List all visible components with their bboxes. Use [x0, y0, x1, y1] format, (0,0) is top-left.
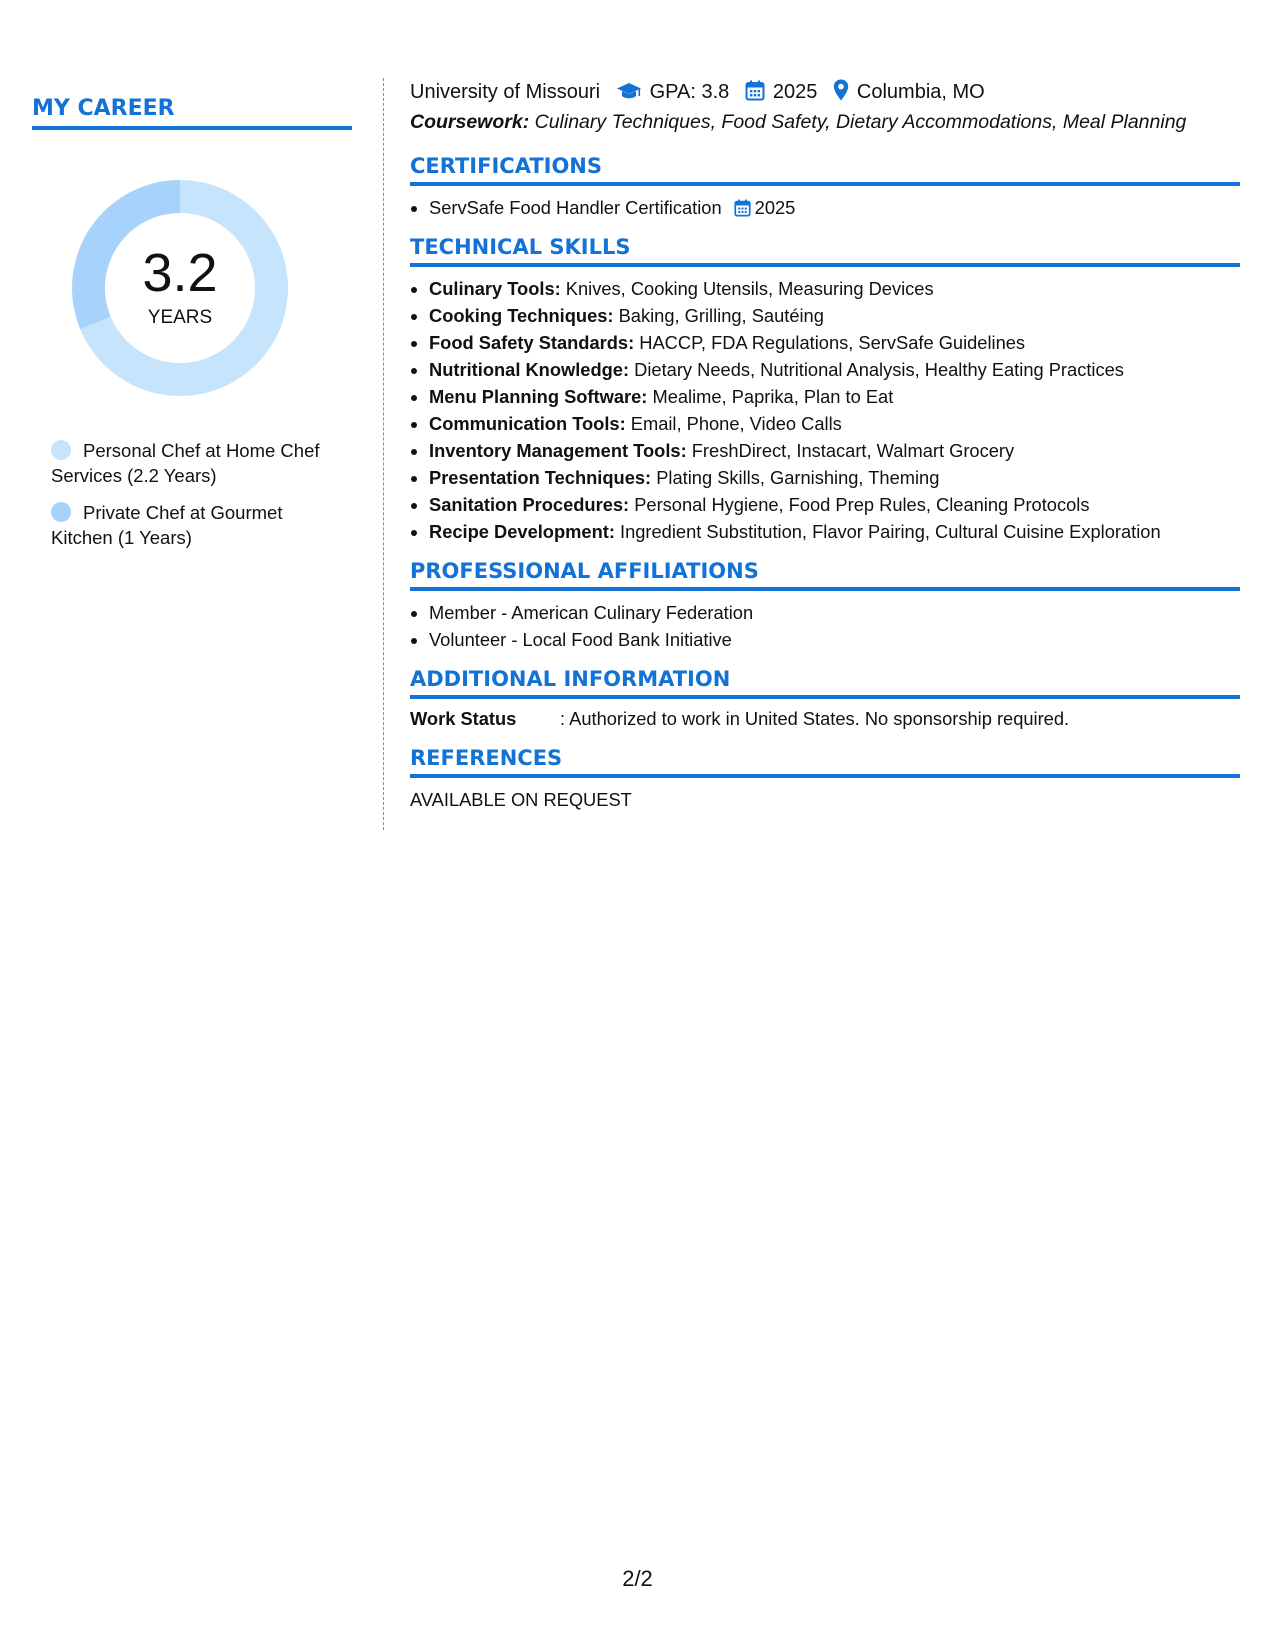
certification-year: 2025 [754, 197, 796, 218]
career-sidebar [32, 96, 352, 562]
skill-label: Nutritional Knowledge: [429, 359, 630, 380]
affiliations-section [410, 559, 1240, 653]
skill-label: Food Safety Standards: [429, 332, 635, 353]
graduation-year: 2025 [772, 81, 818, 103]
list-item [429, 491, 1240, 518]
skill-label: Sanitation Procedures: [429, 494, 630, 515]
references-section [410, 746, 1240, 813]
skill-value: Dietary Needs, Nutritional Analysis, Healthy Eating Practices [634, 359, 1124, 380]
page-number: 2/2 [622, 1566, 653, 1591]
skill-label: Presentation Techniques: [429, 467, 652, 488]
skill-value: FreshDirect, Instacart, Walmart Grocery [691, 440, 1015, 461]
skill-value: Mealime, Paprika, Plan to Eat [652, 386, 894, 407]
additional-info-section [410, 667, 1240, 732]
list-item [429, 518, 1240, 545]
list-item: • Member - American Culinary Federation [429, 599, 1240, 626]
skill-value: Baking, Grilling, Sautéing [618, 305, 824, 326]
skill-label: Recipe Development: [429, 521, 615, 542]
list-item [429, 329, 1240, 356]
education-line [410, 78, 1240, 106]
work-status-label: Work Status [410, 708, 517, 729]
skill-value: Personal Hygiene, Food Prep Rules, Cleaning Protocols [634, 494, 1090, 515]
skill-value: Knives, Cooking Utensils, Measuring Devices [565, 278, 934, 299]
skills-title: TECHNICAL SKILLS [410, 235, 1240, 267]
skills-list [410, 275, 1240, 545]
affiliations-title: PROFESSIONAL AFFILIATIONS [410, 559, 1240, 591]
list-item [429, 194, 1240, 221]
coursework-list: Culinary Techniques, Food Safety, Dietary Accommodations, Meal Planning [534, 111, 1187, 133]
coursework-label: Coursework: [410, 111, 530, 133]
references-text: AVAILABLE ON REQUEST [410, 789, 632, 810]
location-pin-icon [833, 79, 849, 101]
calendar-icon [734, 199, 751, 217]
list-item [429, 302, 1240, 329]
skill-value: Ingredient Substitution, Flavor Pairing, Cultural Cuisine Exploration [620, 521, 1161, 542]
career-total-years: 3.2 [142, 243, 218, 303]
skill-label: Inventory Management Tools: [429, 440, 687, 461]
skill-label: Culinary Tools: [429, 278, 561, 299]
legend-dot [51, 440, 71, 460]
references-title: REFERENCES [410, 746, 1240, 778]
graduation-cap-icon [616, 81, 642, 101]
skill-value: HACCP, FDA Regulations, ServSafe Guidelines [639, 332, 1026, 353]
list-item [429, 464, 1240, 491]
certifications-list [410, 194, 1240, 221]
coursework-line [410, 108, 1240, 136]
skill-value: Plating Skills, Garnishing, Theming [656, 467, 940, 488]
column-divider [383, 78, 384, 830]
career-legend [51, 438, 352, 550]
skill-label: Communication Tools: [429, 413, 626, 434]
school-location: Columbia, MO [856, 81, 985, 103]
career-heading: MY CAREER [32, 96, 352, 130]
skill-label: Menu Planning Software: [429, 386, 648, 407]
career-donut-chart [66, 174, 294, 402]
list-item [429, 437, 1240, 464]
legend-item [51, 438, 341, 488]
gpa-value: GPA: 3.8 [649, 81, 730, 103]
certifications-section [410, 154, 1240, 221]
list-item [429, 275, 1240, 302]
legend-label: Personal Chef at Home Chef Services (2.2 Years) [51, 440, 320, 486]
list-item [429, 383, 1240, 410]
legend-item [51, 500, 341, 550]
work-status-row [410, 705, 1240, 732]
skill-label: Cooking Techniques: [429, 305, 614, 326]
list-item [429, 410, 1240, 437]
certification-name: ServSafe Food Handler Certification [429, 197, 722, 218]
list-item: • Volunteer - Local Food Bank Initiative [429, 626, 1240, 653]
school-name: University of Missouri [410, 81, 601, 103]
list-item [429, 356, 1240, 383]
affiliations-list [410, 599, 1240, 653]
additional-info-title: ADDITIONAL INFORMATION [410, 667, 1240, 699]
main-content [410, 78, 1240, 813]
work-status-value: : Authorized to work in United States. No sponsorship required. [560, 708, 1070, 729]
calendar-icon [745, 80, 765, 101]
legend-label: Private Chef at Gourmet Kitchen (1 Years) [51, 502, 283, 548]
certifications-title: CERTIFICATIONS [410, 154, 1240, 186]
career-total-unit: YEARS [147, 307, 213, 328]
legend-dot [51, 502, 71, 522]
skill-value: Email, Phone, Video Calls [630, 413, 842, 434]
skills-section [410, 235, 1240, 545]
